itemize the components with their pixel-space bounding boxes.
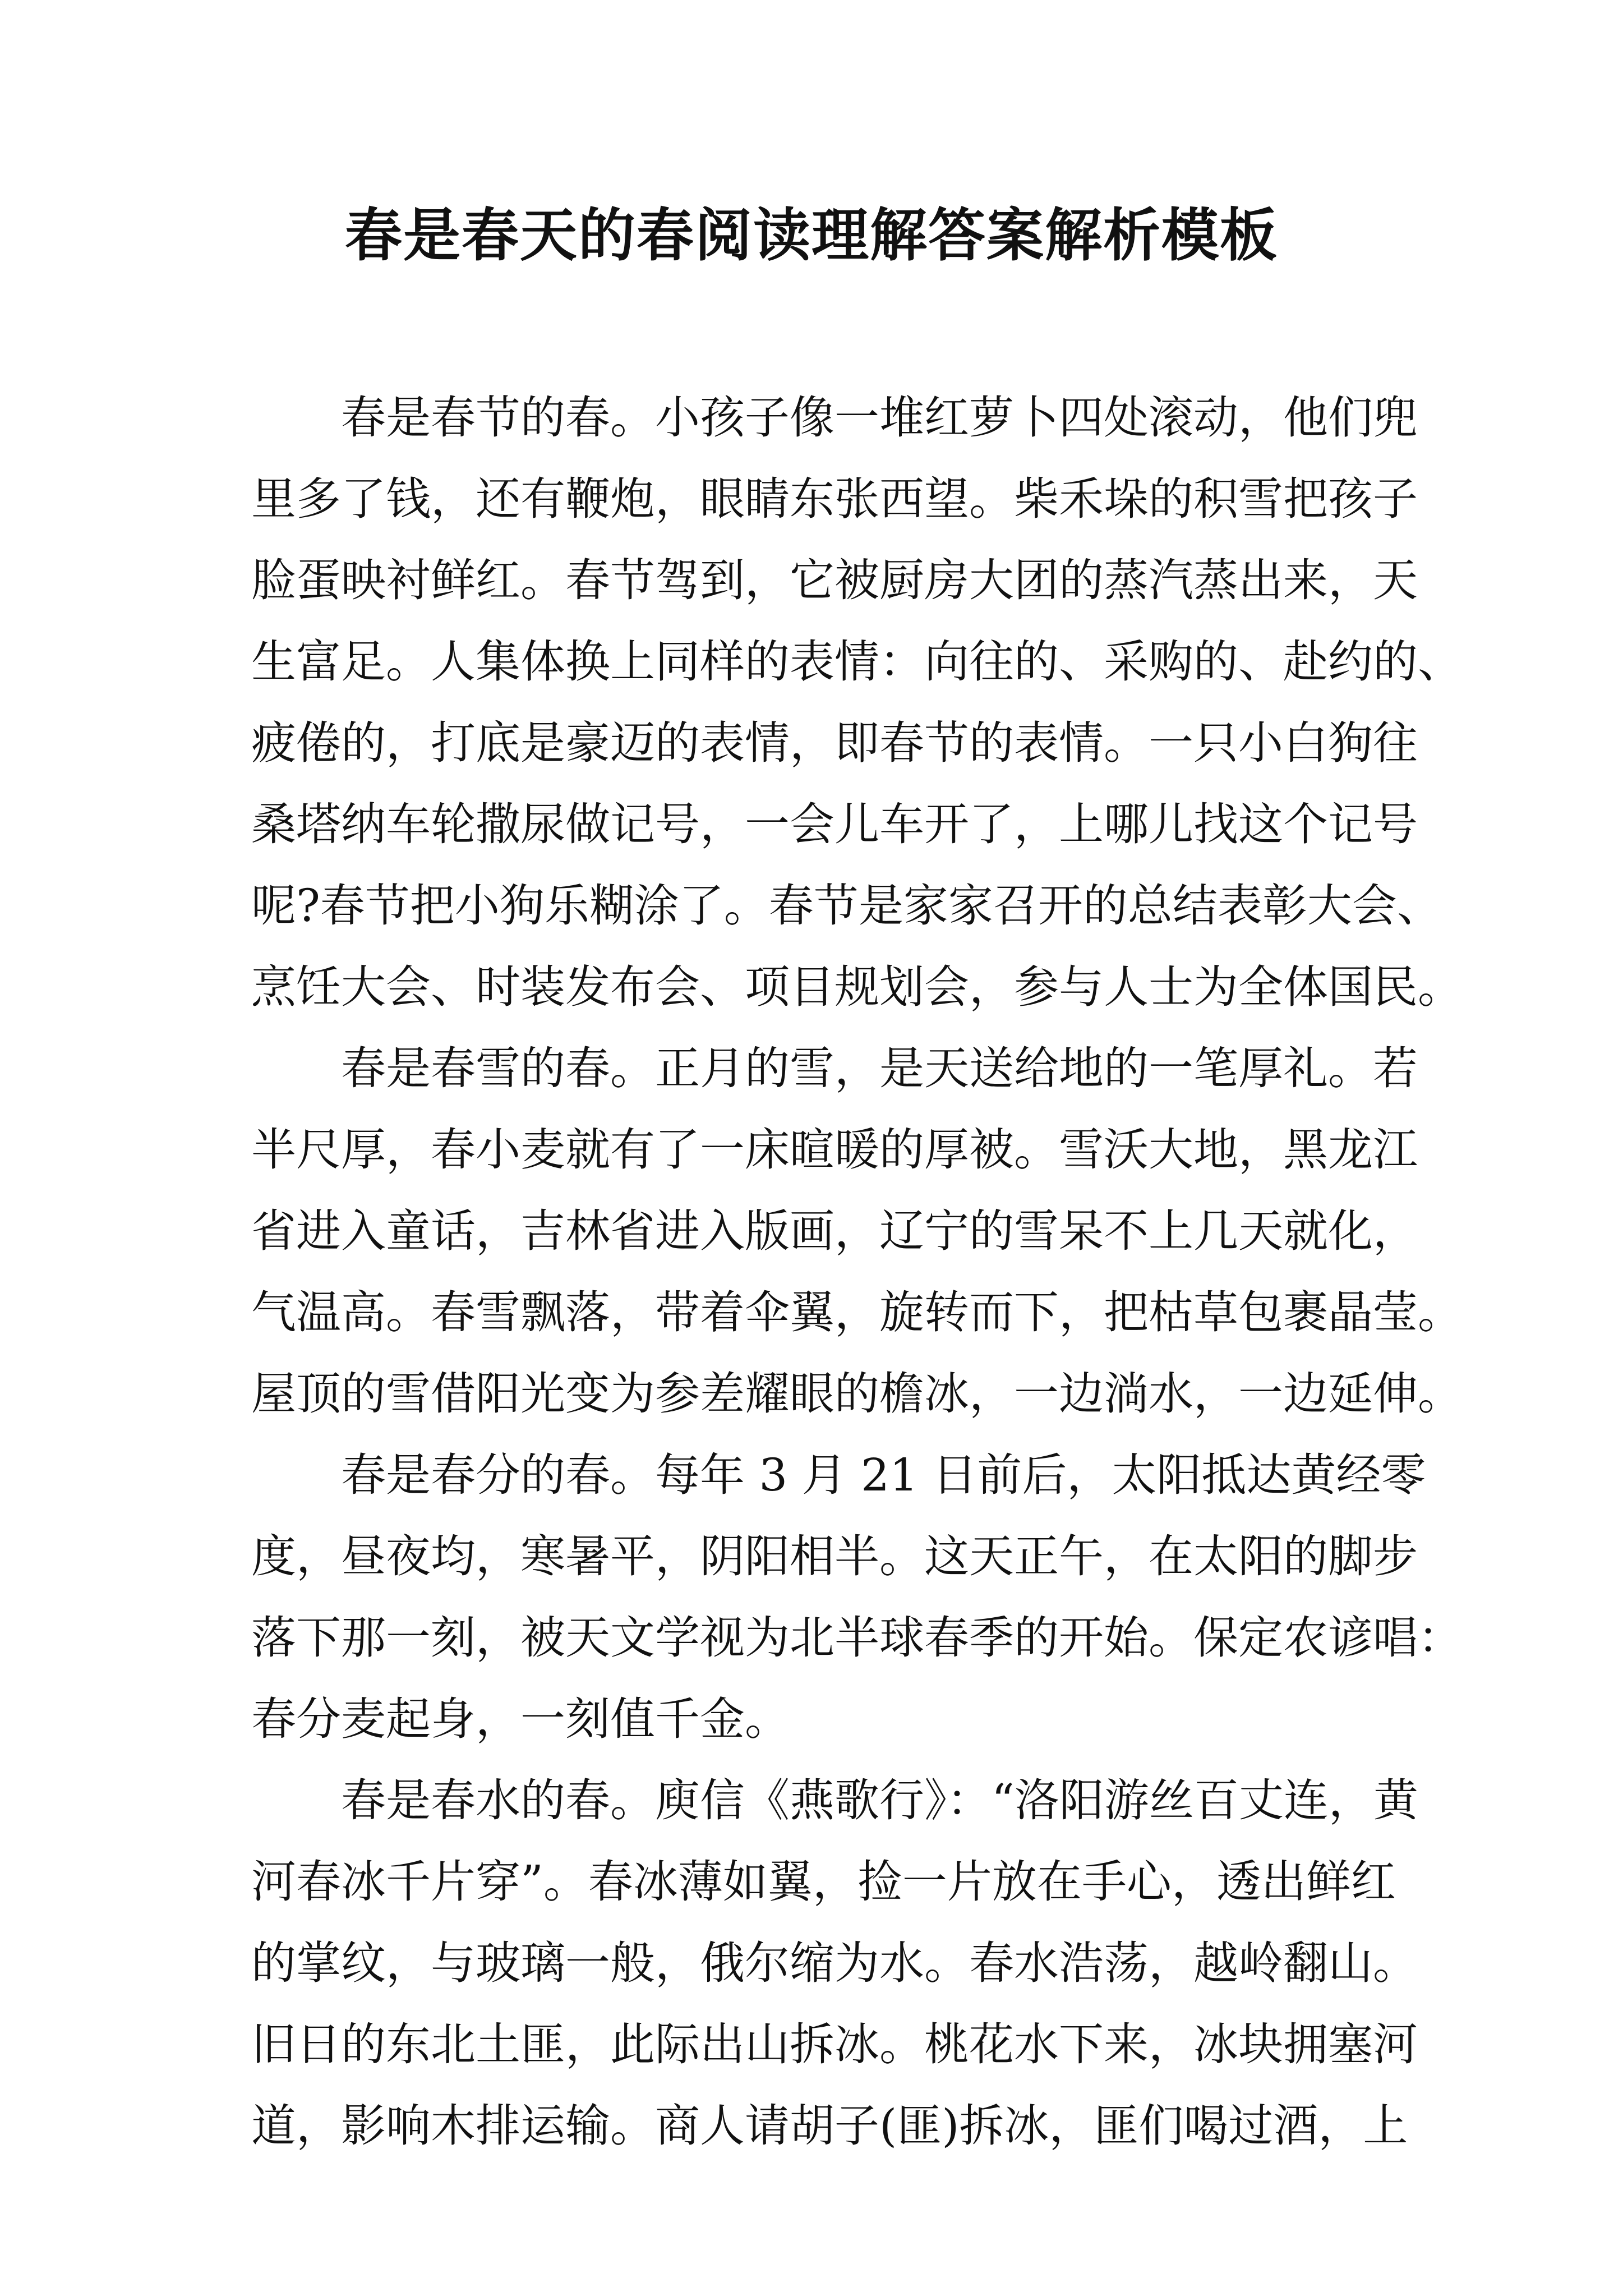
text-line: 河春冰千片穿”。春冰薄如翼，捡一片放在手心，透出鲜红	[251, 1856, 1396, 1908]
text-line: 落下那一刻，被天文学视为北半球春季的开始。保定农谚唱：	[251, 1612, 1463, 1664]
text-line: 气温高。春雪飘落，带着伞翼，旋转而下，把枯草包裹晶莹。	[251, 1286, 1463, 1338]
text-line: 道，影响木排运输。商人请胡子(匪)拆冰，匪们喝过酒，上	[251, 2100, 1408, 2152]
text-line: 呢?春节把小狗乐糊涂了。春节是家家召开的总结表彰大会、	[251, 880, 1442, 932]
text-line: 省进入童话，吉林省进入版画，辽宁的雪呆不上几天就化，	[251, 1205, 1418, 1257]
document-title: 春是春天的春阅读理解答案解析模板	[345, 202, 1278, 269]
text-line: 春是春水的春。庾信《燕歌行》：“洛阳游丝百丈连，黄	[251, 1774, 1418, 1826]
text-line: 屋顶的雪借阳光变为参差耀眼的檐冰，一边淌水，一边延伸。	[251, 1368, 1463, 1420]
text-line: 春分麦起身，一刻值千金。	[251, 1693, 790, 1745]
paragraph-spring-snow	[251, 1028, 1463, 1434]
text-line: 脸蛋映衬鲜红。春节驾到，它被厨房大团的蒸汽蒸出来，天	[251, 554, 1418, 606]
text-line: 烹饪大会、时装发布会、项目规划会，参与人士为全体国民。	[251, 961, 1463, 1013]
paragraph-spring-festival	[251, 377, 1463, 1028]
text-line: 里多了钱，还有鞭炮，眼睛东张西望。柴禾垛的积雪把孩子	[251, 473, 1418, 525]
text-line: 半尺厚，春小麦就有了一床暄暖的厚被。雪沃大地，黑龙江	[251, 1124, 1418, 1176]
text-line: 旧日的东北土匪，此际出山拆冰。桃花水下来，冰块拥塞河	[251, 2018, 1418, 2070]
document-body	[251, 377, 1463, 2166]
paragraph-spring-water	[251, 1760, 1418, 2166]
text-line: 桑塔纳车轮撒尿做记号，一会儿车开了，上哪儿找这个记号	[251, 798, 1418, 850]
paragraph-spring-equinox	[251, 1434, 1463, 1760]
text-line: 春是春分的春。每年 3 月 21 日前后，太阳抵达黄经零	[251, 1449, 1426, 1501]
text-line: 疲倦的，打底是豪迈的表情，即春节的表情。一只小白狗往	[251, 717, 1418, 769]
text-line: 的掌纹，与玻璃一般，俄尔缩为水。春水浩荡，越岭翻山。	[251, 1937, 1418, 1989]
text-line: 春是春雪的春。正月的雪，是天送给地的一笔厚礼。若	[251, 1042, 1418, 1094]
text-line: 生富足。人集体换上同样的表情：向往的、采购的、赴约的、	[251, 636, 1463, 688]
text-line: 春是春节的春。小孩子像一堆红萝卜四处滚动，他们兜	[251, 392, 1418, 444]
text-line: 度，昼夜均，寒暑平，阴阳相半。这天正午，在太阳的脚步	[251, 1530, 1418, 1582]
